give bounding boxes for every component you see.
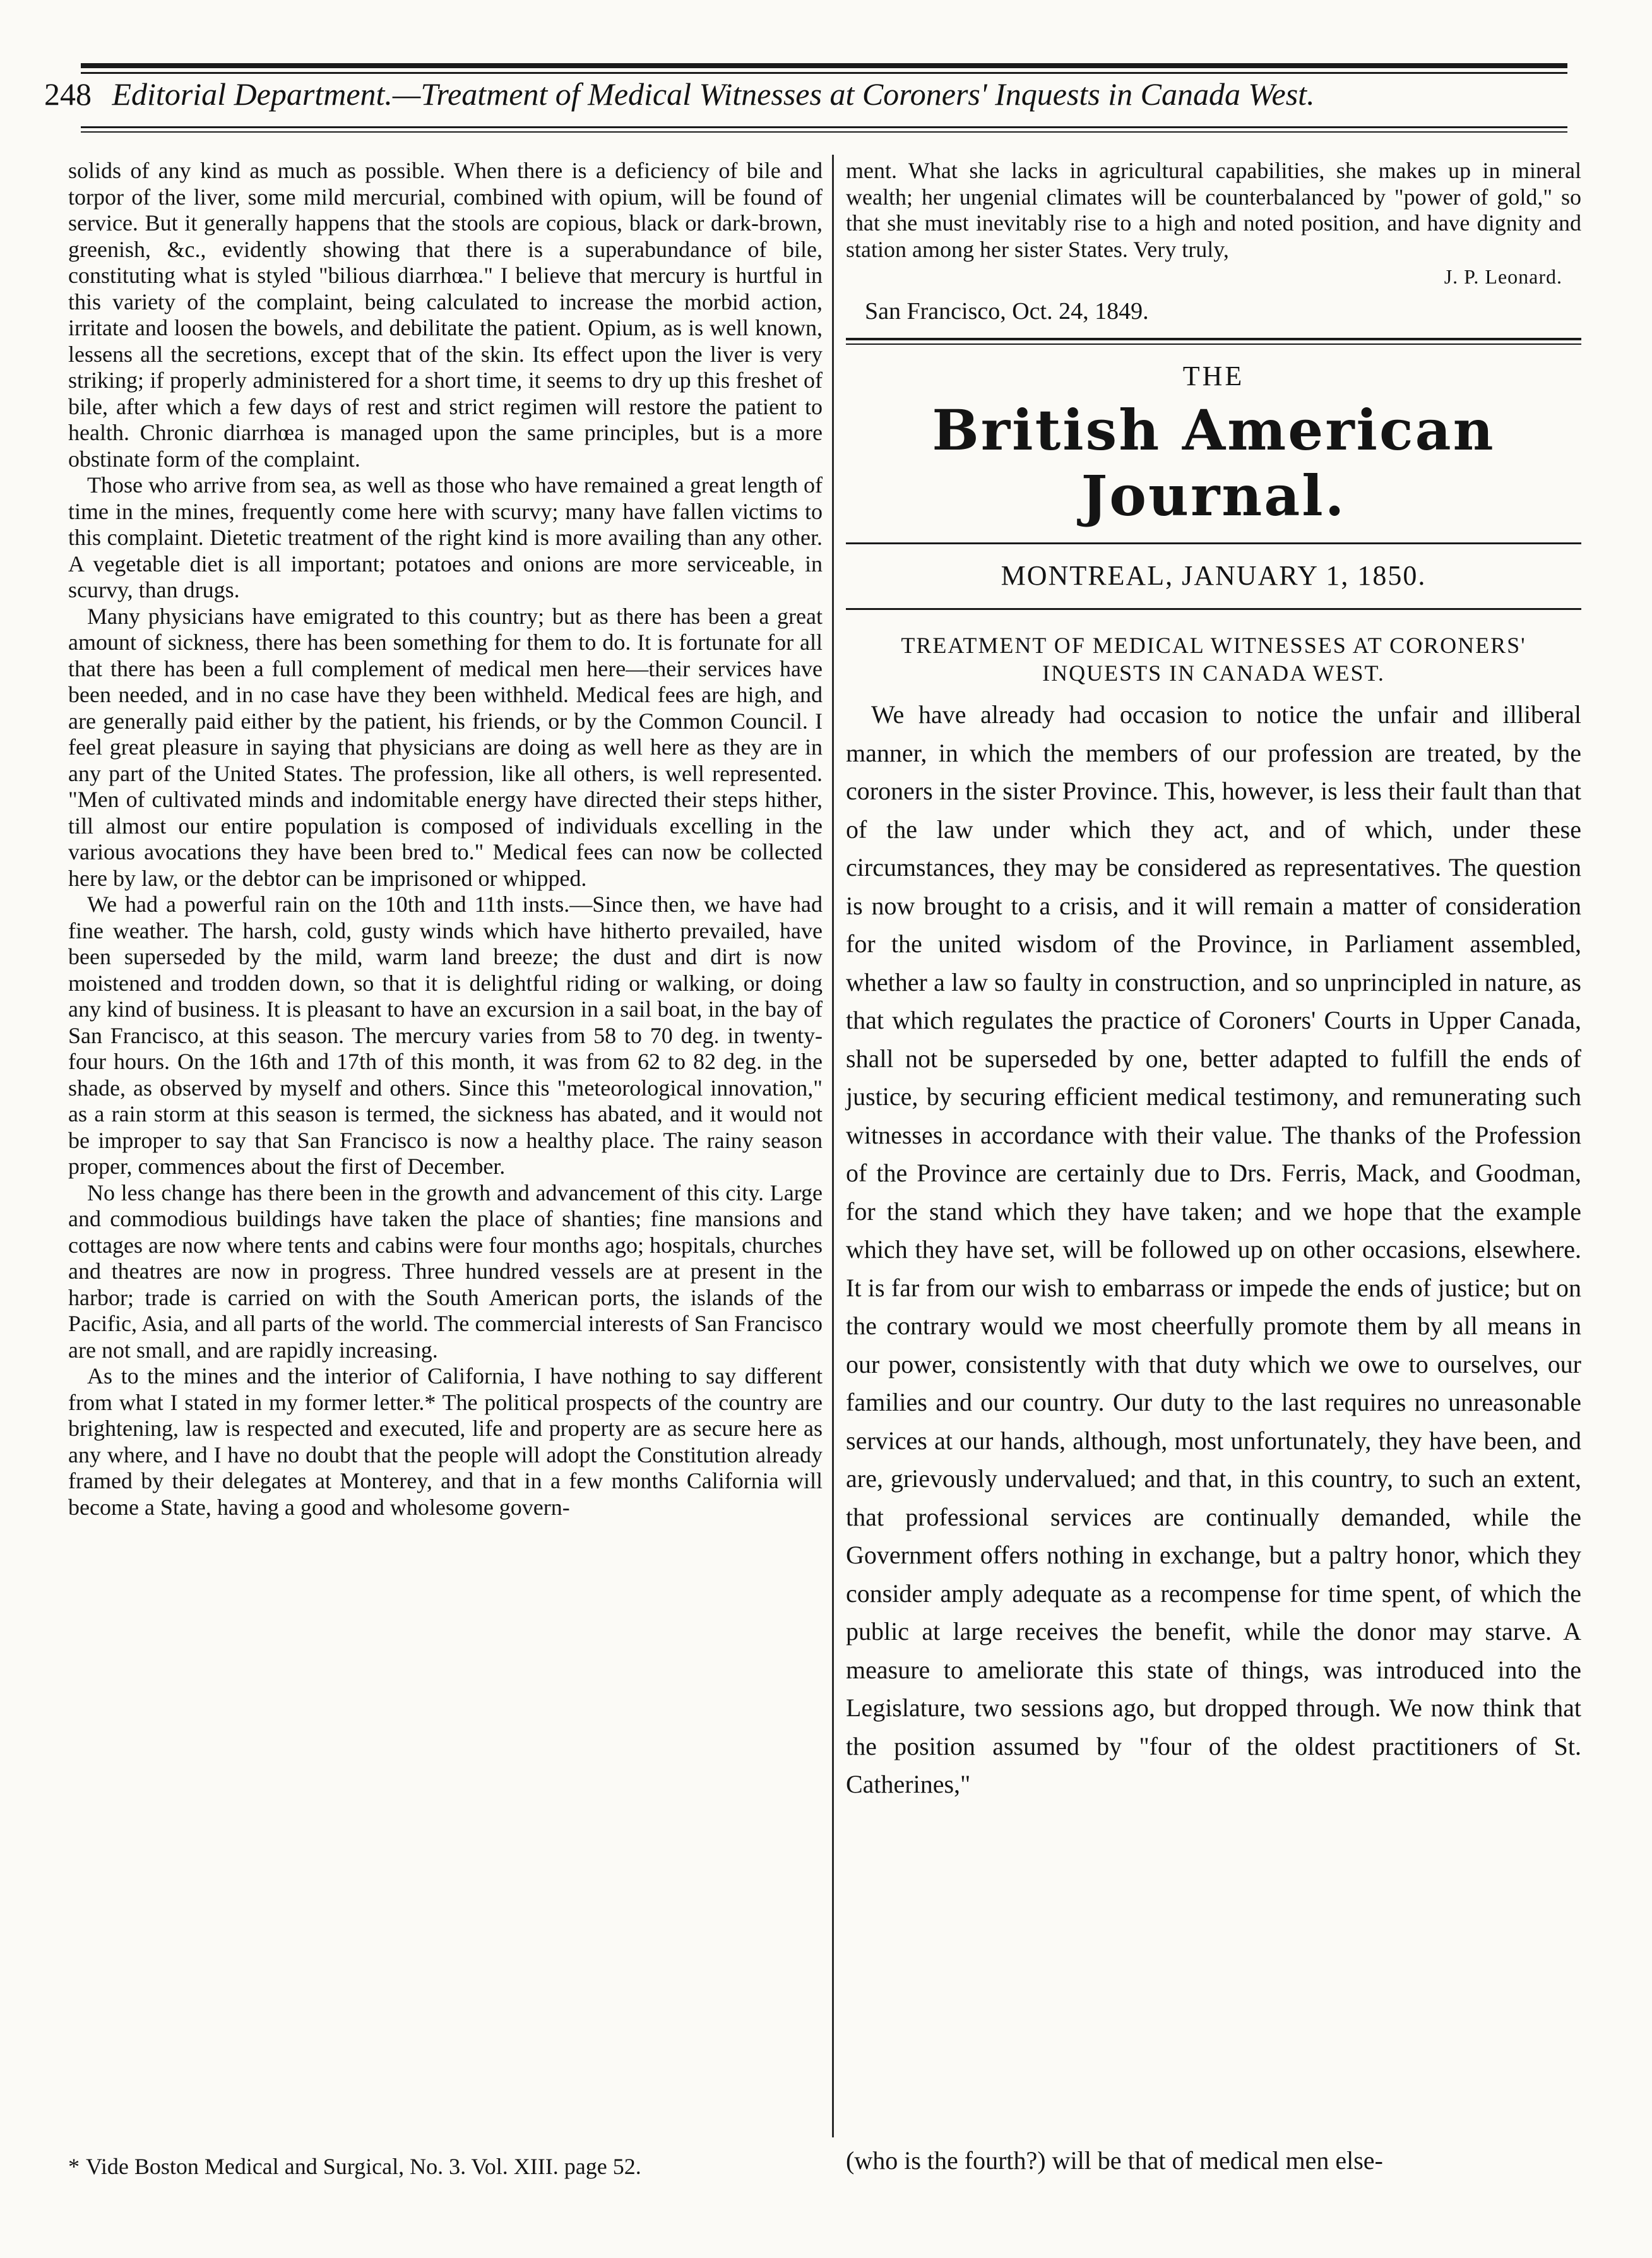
right-column [846, 158, 1581, 1804]
dateline-rule [846, 608, 1581, 610]
footnote [68, 2153, 823, 2180]
article-paragraph: We have already had occasion to notice the unfair and illiberal manner, in which the members of our profession are treated, by the coroners in the sister Province. This, however, is less their fault than that of the law under which they act, and of which, under these circumstances, they may be considered as representatives. The question is now brought to a crisis, and it will remain a matter of consideration for the united wisdom of the Province, in Parliament assembled, whether a law so faulty in construction, and so unprincipled in nature, as that which regulates the practice of Coroners' Courts in Upper Canada, shall not be superseded by one, better adapted to fulfill the ends of justice, by securing efficient medical testimony, and remunerating such witnesses in accordance with their value. The thanks of the Profession of the Province are certainly due to Drs. Ferris, Mack, and Goodman, for the stand which they have taken; and we hope that the example which they have set, will be followed up on other occasions, elsewhere. It is far from our wish to embarrass or impede the ends of justice; but on the contrary would we most cheerfully promote them by all means in our power, consistently with that duty which we owe to ourselves, our families and our country. Our duty to the last requires no unreasonable services at our hands, although, most unfortunately, they have been, and are, grievously undervalued; and that, in this country, to such an extent, that professional services are continually demanded, while the Government offers nothing in exchange, but a paltry honor, which they consider amply adequate as a recompense for time spent, of which the public at large receives the benefit, while the donor may starve. A measure to ameliorate this state of things, was introduced into the Legislature, two sessions ago, but dropped through. We now think that the position assumed by "four of the oldest practitioners of St. Catherines," [846, 700, 1581, 1798]
running-head [44, 76, 1603, 112]
page-number: 248 [44, 76, 92, 112]
masthead-rule-thick [846, 338, 1581, 340]
left-paragraph: We had a powerful rain on the 10th and 11th insts.—Since then, we have had fine weather. The harsh, cold, gusty winds which have hitherto prevailed, have been superseded by the mild, warm land breeze; the dust and dirt is now moistened and trodden down, so that it is delightful riding or walking, or doing any kind of business. It is pleasant to have an excursion in a sail boat, in the bay of San Francisco, at this season. The mercury varies from 58 to 70 deg. in twenty-four hours. On the 16th and 17th of this month, it was from 62 to 82 deg. in the shade, as observed by myself and others. Since this "meteorological innovation," as a rain storm at this season is termed, the sickness has abated, and it would not be improper to say that San Francisco is now a healthy place. The rainy season proper, commences about the first of December. [68, 892, 823, 1179]
letter-tail: ment. What she lacks in agricultural capabilities, she makes up in mineral wealth; her ungenial climates will be counterbalanced by "power of gold," so that she must inevitably rise to a high and noted position, and have dignity and station among her sister States. Very truly, [846, 158, 1581, 262]
footnote-text: Vide Boston Medical and Surgical, No. 3. Vol. XIII. page 52. [86, 2154, 641, 2179]
article-continuation-line: (who is the fourth?) will be that of medical men else- [846, 2146, 1383, 2175]
left-paragraph: Many physicians have emigrated to this country; but as there has been a great amount of sickness, there has been something for them to do. It is fortunate for all that there has been a full complement of medical men here—their services have been needed, and in no case have they been withheld. Medical fees are high, and are generally paid either by the patient, his friends, or by the Common Council. I feel great pleasure in saying that physicians are doing as well here as they are in any part of the United States. The profession, like all others, is well represented. "Men of cultivated minds and indomitable energy have directed their steps hither, till almost our entire population is composed of individuals excelling in the various avocations they have been bred to." Medical fees can now be collected here by law, or the debtor can be imprisoned or whipped. [68, 603, 823, 891]
left-paragraph: As to the mines and the interior of California, I have nothing to say different from what I stated in my former letter.* The political prospects of the country are brightening, law is respected and executed, life and property are as secure here as any where, and I have no doubt that the people will adopt the Constitution already framed by their delegates at Monterey, and that in a few months California will become a State, having a good and wholesome govern- [68, 1363, 823, 1520]
letter-signer: J. P. Leonard. [1444, 265, 1562, 288]
article-title: TREATMENT OF MEDICAL WITNESSES AT CORONERS' INQUESTS IN CANADA WEST. [901, 633, 1526, 686]
article-body [846, 696, 1581, 1804]
header-top-rule-thin [81, 72, 1567, 74]
masthead-rule-thin [846, 343, 1581, 345]
running-title: Editorial Department.—Treatment of Medical Witnesses at Coroners' Inquests in Canada West. [112, 76, 1315, 112]
left-column [68, 158, 823, 1520]
letter-dateline: San Francisco, Oct. 24, 1849. [865, 298, 1149, 325]
header-top-rule-thick [81, 63, 1567, 68]
masthead-journal-name: British American Journal. [932, 397, 1495, 529]
left-paragraph: Those who arrive from sea, as well as those who have remained a great length of time in the mines, frequently come here with scurvy; many have fallen victims to this complaint. Dietetic treatment of the right kind is more availing than any other. A vegetable diet is all important; potatoes and onions are more serviceable, in scurvy, than drugs. [68, 472, 823, 602]
left-paragraph: No less change has there been in the growth and advancement of this city. Large and commodious buildings have taken the place of shanties; fine mansions and cottages are now where tents and cabins were four months ago; hospitals, churches and theatres are now in progress. Three hundred vessels are at present in the harbor; trade is carried on with the South American ports, the islands of the Pacific, Asia, and all parts of the world. The commercial interests of San Francisco are not small, and are rapidly increasing. [68, 1180, 823, 1363]
issue-dateline: MONTREAL, JANUARY 1, 1850. [1001, 560, 1427, 591]
masthead-the: THE [1182, 361, 1245, 391]
column-divider [832, 155, 834, 2137]
masthead-bottom-rule [846, 542, 1581, 544]
footnote-marker: * [68, 2154, 80, 2179]
header-bottom-rule-thin [81, 131, 1567, 133]
header-bottom-rule [81, 126, 1567, 128]
left-paragraph: solids of any kind as much as possible. When there is a deficiency of bile and torpor of the liver, some mild mercurial, combined with opium, will be found of service. But it generally happens that the stools are copious, black or dark-brown, greenish, &c., evidently showing that there is a superabundance of bile, constituting what is styled "bilious diarrhœa." I believe that mercury is hurtful in this variety of the complaint, being calculated to increase the morbid action, irritate and loosen the bowels, and debilitate the patient. Opium, as is well known, lessens all the secretions, except that of the skin. Its effect upon the liver is very striking; if properly administered for a short time, it seems to dry up this freshet of bile, after which a few days of rest and strict regimen will restore the patient to health. Chronic diarrhœa is managed upon the same principles, but is a more obstinate form of the complaint. [68, 158, 823, 472]
